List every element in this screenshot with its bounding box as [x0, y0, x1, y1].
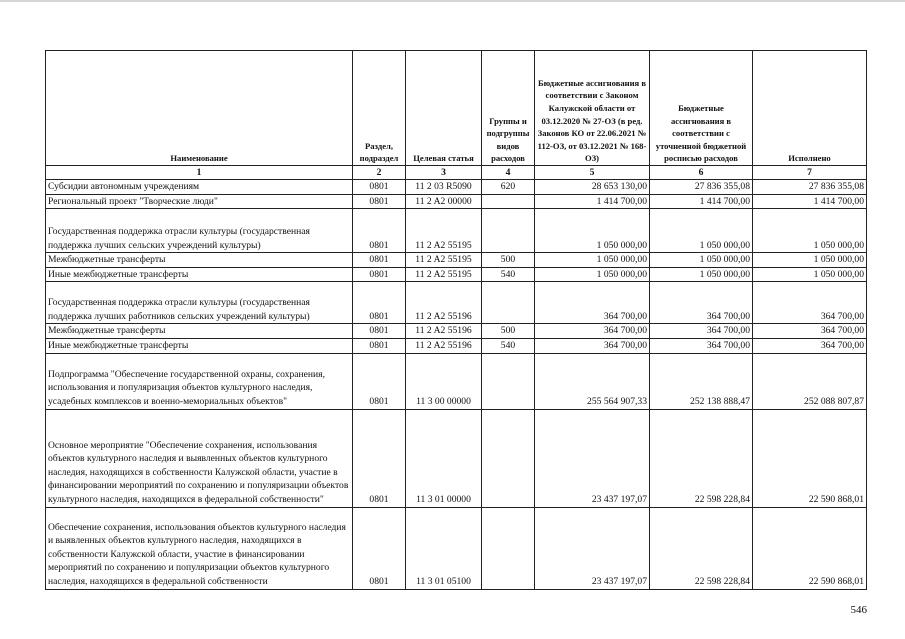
row-group — [482, 507, 535, 589]
row-section: 0801 — [353, 209, 406, 253]
row-law-amount: 364 700,00 — [535, 324, 650, 339]
row-article: 11 2 A2 55195 — [406, 267, 482, 282]
row-group: 540 — [482, 338, 535, 353]
row-name: Государственная поддержка отрасли культуры (государственная поддержка лучших работников сельских учреждений культуры) — [46, 282, 353, 324]
row-executed-amount: 22 590 868,01 — [753, 507, 867, 589]
column-number-row — [46, 166, 867, 180]
row-name: Региональный проект "Творческие люди" — [46, 194, 353, 209]
row-section: 0801 — [353, 253, 406, 268]
row-article: 11 2 03 R5090 — [406, 180, 482, 195]
row-budget-list-amount: 22 598 228,84 — [650, 409, 753, 507]
row-group — [482, 353, 535, 409]
column-number: 6 — [650, 166, 753, 180]
header-budget-list: Бюджетные ассигнования в соответствии с уточненной бюджетной росписью расходов — [650, 51, 753, 166]
row-group: 540 — [482, 267, 535, 282]
row-executed-amount: 364 700,00 — [753, 338, 867, 353]
table-row — [46, 194, 867, 209]
header-group: Группы и подгруппы видов расходов — [482, 51, 535, 166]
row-section: 0801 — [353, 180, 406, 195]
column-number: 7 — [753, 166, 867, 180]
row-name: Обеспечение сохранения, использования объектов культурного наследия и выявленных объектов культурного наследия, находящихся в собственности Калужской области, участие в финансировании мероприятий по сохранению и популяризации объектов культурного наследия, находящихся в федеральной собственности — [46, 507, 353, 589]
scan-edge — [0, 0, 905, 2]
table-row — [46, 209, 867, 253]
row-article: 11 2 A2 00000 — [406, 194, 482, 209]
row-executed-amount: 252 088 807,87 — [753, 353, 867, 409]
table-row — [46, 324, 867, 339]
row-section: 0801 — [353, 409, 406, 507]
row-name: Основное мероприятие "Обеспечение сохранения, использования объектов культурного наследия и выявленных объектов культурного наследия, находящихся в собственности Калужской области, участие в финансировании мероприятий по сохранению и популяризации объектов культурного наследия, находящихся в федеральной собственности" — [46, 409, 353, 507]
row-law-amount: 255 564 907,33 — [535, 353, 650, 409]
row-article: 11 2 A2 55195 — [406, 253, 482, 268]
row-law-amount: 1 050 000,00 — [535, 267, 650, 282]
row-law-amount: 28 653 130,00 — [535, 180, 650, 195]
table-row — [46, 180, 867, 195]
row-executed-amount: 1 050 000,00 — [753, 267, 867, 282]
row-article: 11 3 01 05100 — [406, 507, 482, 589]
row-article: 11 3 01 00000 — [406, 409, 482, 507]
table-row — [46, 253, 867, 268]
row-executed-amount: 1 050 000,00 — [753, 253, 867, 268]
column-number: 2 — [353, 166, 406, 180]
row-name: Межбюджетные трансферты — [46, 324, 353, 339]
row-law-amount: 23 437 197,07 — [535, 409, 650, 507]
row-article: 11 2 A2 55196 — [406, 338, 482, 353]
table-row — [46, 353, 867, 409]
row-article: 11 2 A2 55195 — [406, 209, 482, 253]
row-group — [482, 194, 535, 209]
row-executed-amount: 364 700,00 — [753, 324, 867, 339]
row-section: 0801 — [353, 194, 406, 209]
row-group — [482, 282, 535, 324]
page-number: 546 — [850, 604, 867, 616]
row-budget-list-amount: 364 700,00 — [650, 282, 753, 324]
budget-table — [45, 50, 867, 590]
row-group — [482, 209, 535, 253]
row-law-amount: 1 414 700,00 — [535, 194, 650, 209]
header-executed: Исполнено — [753, 51, 867, 166]
row-law-amount: 23 437 197,07 — [535, 507, 650, 589]
row-law-amount: 1 050 000,00 — [535, 253, 650, 268]
row-budget-list-amount: 1 050 000,00 — [650, 267, 753, 282]
header-section: Раздел, подраздел — [353, 51, 406, 166]
table-row — [46, 507, 867, 589]
row-budget-list-amount: 1 414 700,00 — [650, 194, 753, 209]
header-law: Бюджетные ассигнования в соответствии с Законом Калужской области от 03.12.2020 № 27-ОЗ (в ред. Законов КО от 22.06.2021 № 112-ОЗ, от 03.12.2021 № 168-ОЗ) — [535, 51, 650, 166]
row-section: 0801 — [353, 353, 406, 409]
row-executed-amount: 27 836 355,08 — [753, 180, 867, 195]
row-budget-list-amount: 1 050 000,00 — [650, 209, 753, 253]
table-row — [46, 282, 867, 324]
row-executed-amount: 1 414 700,00 — [753, 194, 867, 209]
row-group: 500 — [482, 324, 535, 339]
row-group — [482, 409, 535, 507]
row-budget-list-amount: 364 700,00 — [650, 338, 753, 353]
row-executed-amount: 1 050 000,00 — [753, 209, 867, 253]
row-budget-list-amount: 252 138 888,47 — [650, 353, 753, 409]
row-executed-amount: 22 590 868,01 — [753, 409, 867, 507]
column-number: 3 — [406, 166, 482, 180]
row-budget-list-amount: 1 050 000,00 — [650, 253, 753, 268]
row-law-amount: 364 700,00 — [535, 282, 650, 324]
row-article: 11 3 00 00000 — [406, 353, 482, 409]
header-article: Целевая статья — [406, 51, 482, 166]
row-name: Субсидии автономным учреждениям — [46, 180, 353, 195]
row-name: Государственная поддержка отрасли культуры (государственная поддержка лучших сельских учреждений культуры) — [46, 209, 353, 253]
row-article: 11 2 A2 55196 — [406, 324, 482, 339]
row-law-amount: 364 700,00 — [535, 338, 650, 353]
column-number: 5 — [535, 166, 650, 180]
row-name: Иные межбюджетные трансферты — [46, 338, 353, 353]
row-name: Межбюджетные трансферты — [46, 253, 353, 268]
table-row — [46, 409, 867, 507]
table-row — [46, 338, 867, 353]
row-section: 0801 — [353, 282, 406, 324]
column-number: 4 — [482, 166, 535, 180]
row-name: Подпрограмма "Обеспечение государственной охраны, сохранения, использования и популяризация объектов культурного наследия, усадебных комплексов и военно-мемориальных объектов" — [46, 353, 353, 409]
table-row — [46, 267, 867, 282]
row-section: 0801 — [353, 507, 406, 589]
row-executed-amount: 364 700,00 — [753, 282, 867, 324]
row-budget-list-amount: 22 598 228,84 — [650, 507, 753, 589]
row-budget-list-amount: 364 700,00 — [650, 324, 753, 339]
row-law-amount: 1 050 000,00 — [535, 209, 650, 253]
row-budget-list-amount: 27 836 355,08 — [650, 180, 753, 195]
row-section: 0801 — [353, 338, 406, 353]
row-article: 11 2 A2 55196 — [406, 282, 482, 324]
row-section: 0801 — [353, 324, 406, 339]
column-number: 1 — [46, 166, 353, 180]
table-header-row — [46, 51, 867, 166]
row-name: Иные межбюджетные трансферты — [46, 267, 353, 282]
row-section: 0801 — [353, 267, 406, 282]
row-group: 500 — [482, 253, 535, 268]
header-name: Наименование — [46, 51, 353, 166]
row-group: 620 — [482, 180, 535, 195]
